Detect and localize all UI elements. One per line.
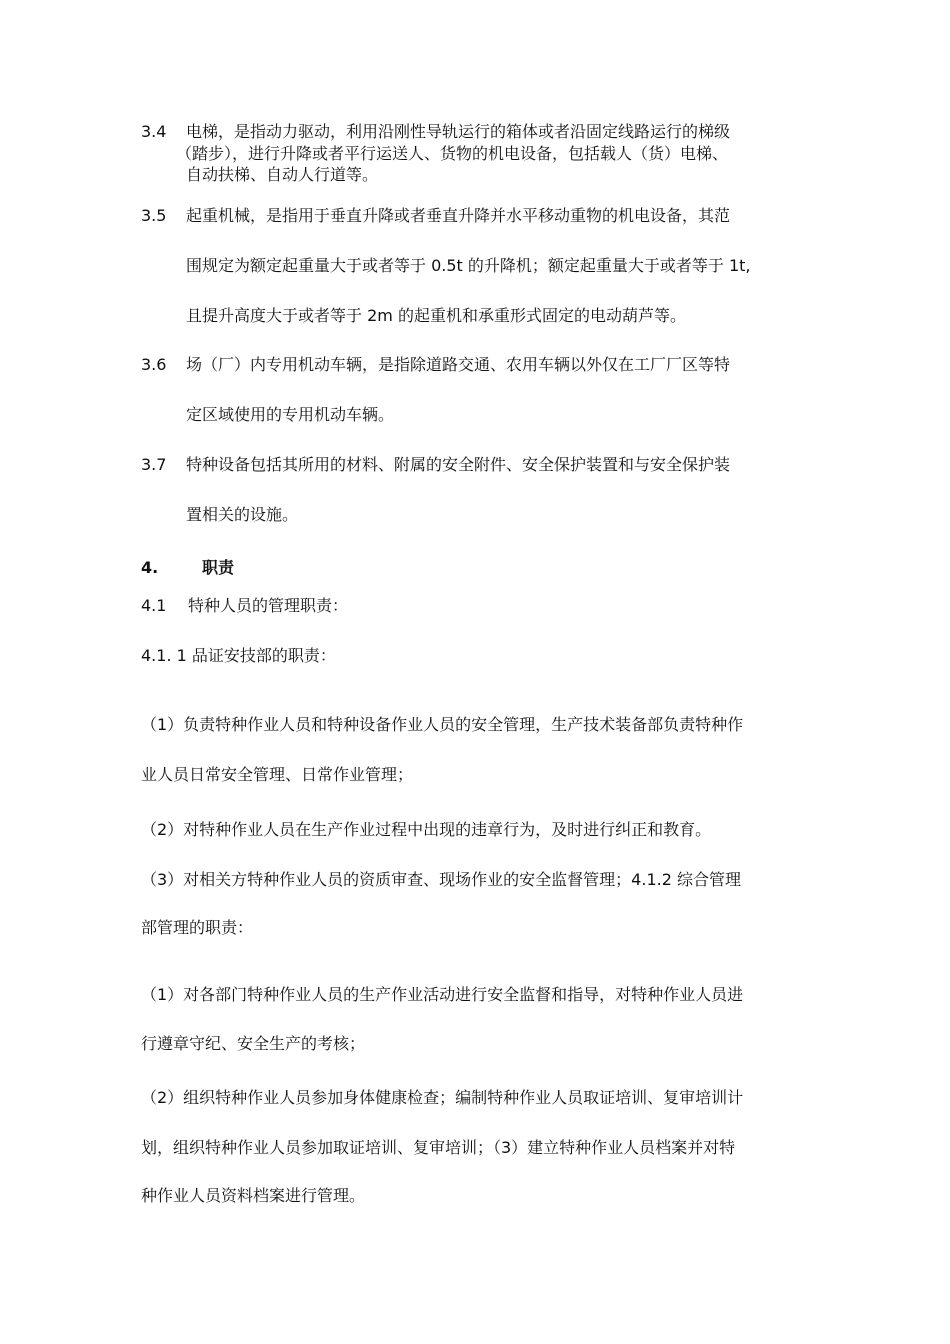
paragraph-line: 业人员日常安全管理、日常作业管理； [141, 765, 414, 784]
heading-title: 职责 [202, 558, 235, 577]
section-text-line: （踏步），进行升降或者平行运送人、货物的机电设备，包括载人（货）电梯、 [176, 144, 729, 163]
paragraph-line: 划，组织特种作业人员参加取证培训、复审培训；（3）建立特种作业人员档案并对特 [141, 1138, 736, 1157]
paragraph-line: （3）对相关方特种作业人员的资质审查、现场作业的安全监督管理；4.1.2 综合管理 [141, 870, 741, 889]
section-text-line: 自动扶梯、自动人行道等。 [186, 165, 379, 184]
section-number: 3.7 [141, 455, 167, 474]
section-text-line: 特种设备包括其所用的材料、附属的安全附件、安全保护装置和与安全保护装 [186, 455, 731, 474]
section-text-line: 电梯，是指动力驱动，利用沿刚性导轨运行的箱体或者沿固定线路运行的梯级 [186, 122, 731, 141]
paragraph-line: 部管理的职责： [141, 918, 254, 937]
paragraph-line: （2）组织特种作业人员参加身体健康检查；编制特种作业人员取证培训、复审培训计 [141, 1088, 744, 1107]
section-number: 3.5 [141, 206, 167, 225]
subsection-title: 特种人员的管理职责： [188, 596, 349, 615]
paragraph-line: （2）对特种作业人员在生产作业过程中出现的违章行为，及时进行纠正和教育。 [141, 820, 712, 839]
heading-number: 4. [141, 558, 159, 577]
section-text-line: 起重机械，是指用于垂直升降或者垂直升降并水平移动重物的机电设备，其范 [186, 206, 731, 225]
section-text-line: 且提升高度大于或者等于 2m 的起重机和承重形式固定的电动葫芦等。 [186, 306, 686, 325]
subsection-number: 4.1 [141, 596, 167, 615]
paragraph-line: 行遵章守纪、安全生产的考核； [141, 1034, 366, 1053]
paragraph-line: 种作业人员资料档案进行管理。 [141, 1186, 366, 1205]
section-text-line: 场（厂）内专用机动车辆，是指除道路交通、农用车辆以外仅在工厂厂区等特 [186, 355, 731, 374]
section-text-line: 围规定为额定起重量大于或者等于 0.5t 的升降机；额定起重量大于或者等于 1t, [186, 256, 751, 275]
subsubsection-title: 4.1. 1 品证安技部的职责： [141, 646, 336, 665]
section-text-line: 置相关的设施。 [186, 505, 299, 524]
paragraph-line: （1）负责特种作业人员和特种设备作业人员的安全管理，生产技术装备部负责特种作 [141, 715, 744, 734]
paragraph-line: （1）对各部门特种作业人员的生产作业活动进行安全监督和指导，对特种作业人员进 [141, 985, 744, 1004]
section-number: 3.4 [141, 122, 167, 141]
section-text-line: 定区域使用的专用机动车辆。 [186, 405, 395, 424]
section-number: 3.6 [141, 355, 167, 374]
